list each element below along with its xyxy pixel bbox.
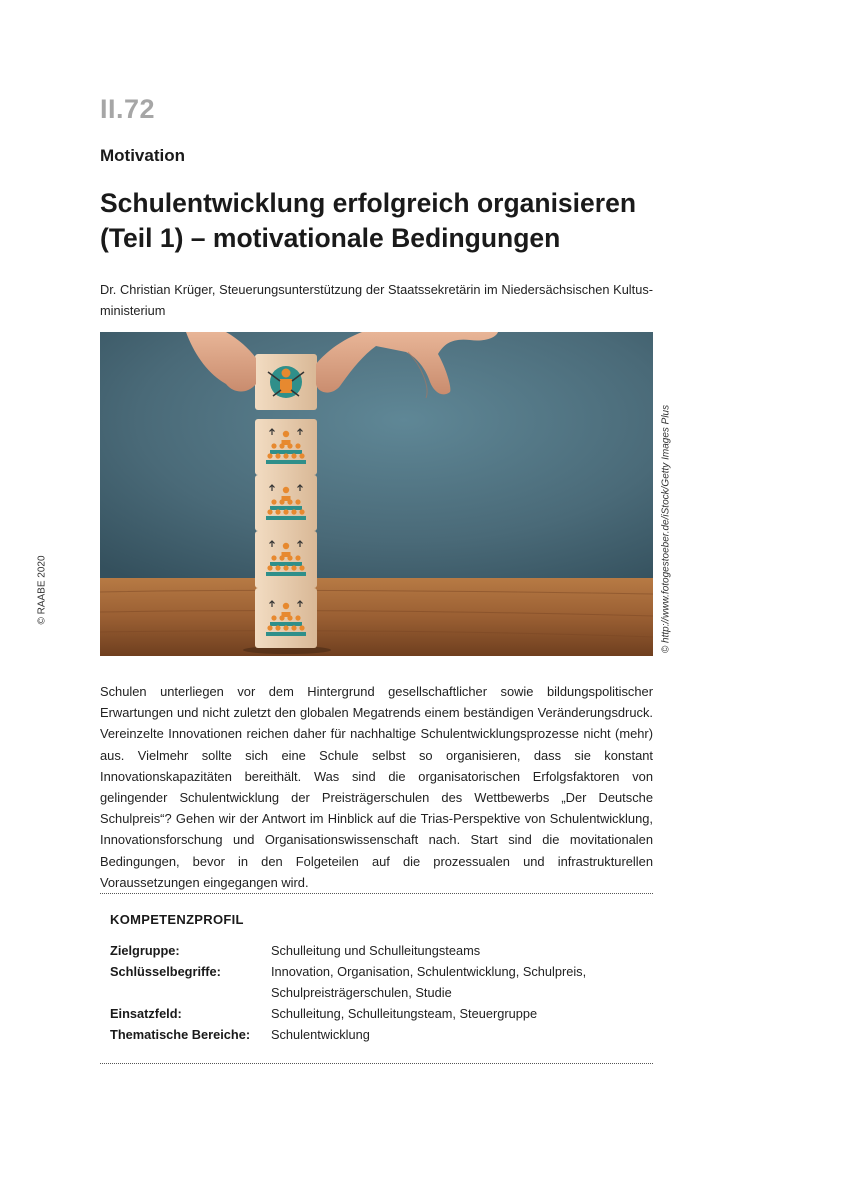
profile-row xyxy=(110,940,650,961)
cube-stack xyxy=(255,419,317,648)
profile-value: Innovation, Organisation, Schulentwicklung, Schulpreis, Schulpreisträgerschulen, Studie xyxy=(271,964,587,1000)
competence-profile-table xyxy=(110,940,650,1045)
profile-key: Schlüsselbegriffe: xyxy=(110,964,221,979)
page-title xyxy=(100,186,660,256)
profile-row xyxy=(110,961,650,1003)
profile-value: Schulentwicklung xyxy=(271,1027,370,1042)
category-label: Motivation xyxy=(100,146,185,165)
photo-credit: © http://www.fotogestoeber.de/iStock/Getty Images Plus xyxy=(660,404,672,654)
profile-row xyxy=(110,1024,650,1045)
profile-key: Zielgruppe: xyxy=(110,943,180,958)
title-line-2: (Teil 1) – motivationale Bedingungen xyxy=(100,223,561,253)
divider-top xyxy=(100,893,653,894)
section-code: II.72 xyxy=(100,94,156,124)
profile-key: Thematische Bereiche: xyxy=(110,1027,251,1042)
copyright-notice: © RAABE 2020 xyxy=(36,555,48,625)
title-line-1: Schulentwicklung erfolgreich organisieren xyxy=(100,188,637,218)
profile-heading: KOMPETENZPROFIL xyxy=(110,912,244,927)
profile-key: Einsatzfeld: xyxy=(110,1006,182,1021)
hero-photo xyxy=(100,332,653,656)
profile-value: Schulleitung, Schulleitungsteam, Steuergruppe xyxy=(271,1006,538,1021)
profile-row xyxy=(110,1003,650,1024)
divider-bottom xyxy=(100,1063,653,1064)
intro-paragraph: Schulen unterliegen vor dem Hintergrund gesellschaftlicher sowie bildungspolitischer Erwartungen und nicht zuletzt den globalen Megatrends einem beständigen Veränderungsdruck. Vereinzelte Innovationen reichen daher für nachhaltige Schulentwicklungsprozesse nicht (mehr) aus. Vielmehr sollte sich eine Schule selbst so organisieren, dass sie konstant Innovationskapazitäten bereithält. Was sind die organisatorischen Erfolgsfaktoren von gelingender Schulentwicklung der Preisträgerschulen des Wettbewerbs „Der Deutsche Schulpreis“? Gehen wir der Antwort im Hinblick auf die Trias-Perspektive von Schulentwicklung, Innovationsforschung und Organisationswissenschaft nach. Start sind die movitationalen Bedingungen, bevor in den Folgeteilen auf die prozessualen und infrastrukturellen Voraussetzungen eingegangen wird. xyxy=(100,684,653,890)
profile-value: Schulleitung und Schulleitungsteams xyxy=(271,943,481,958)
author-line: Dr. Christian Krüger, Steuerungsunterstützung der Staatssekretärin im Niedersächsischen Kultusministerium xyxy=(100,282,653,318)
people-network-icon xyxy=(255,354,317,410)
